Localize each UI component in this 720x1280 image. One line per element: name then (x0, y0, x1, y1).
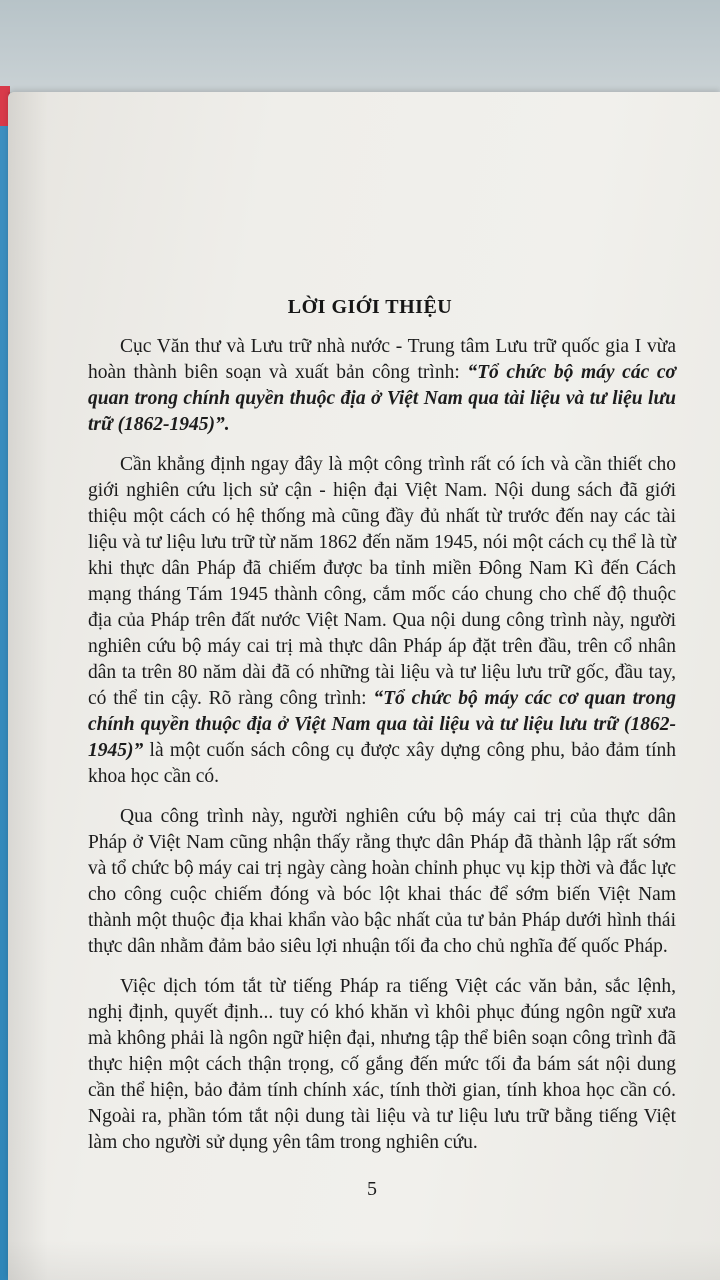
paragraph-3-text: Qua công trình này, người nghiên cứu bộ máy cai trị của thực dân Pháp ở Việt Nam cũng nhận thấy rằng thực dân Pháp đã thành lập rất sớm và tổ chức bộ máy cai trị ngày càng hoàn chỉnh phục vụ kịp thời và đắc lực cho công cuộc chiếm đóng và bóc lột khai thác để sớm biến Việt Nam thành một thuộc địa khai khẩn vào bậc nhất của tư bản Pháp dưới hình thái thực dân nhằm đảm bảo siêu lợi nhuận tối đa cho chủ nghĩa đế quốc Pháp. (88, 806, 676, 957)
paragraph-2 (88, 452, 676, 790)
work-title-emphasis: “Tổ chức bộ máy các cơ quan trong chính quyền thuộc địa ở Việt Nam qua tài liệu và tư liệu lưu trữ (1862-1945)” (88, 688, 676, 761)
paragraph-4-text: Việc dịch tóm tắt từ tiếng Pháp ra tiếng Việt các văn bản, sắc lệnh, nghị định, quyết định... tuy có khó khăn vì khôi phục đúng ngôn ngữ xưa mà không phải là ngôn ngữ hiện đại, nhưng tập thể biên soạn công trình đã thực hiện một cách thận trọng, cố gắng đến mức tối đa bám sát nội dung cần thể hiện, bảo đảm tính chính xác, tính thời gian, tính khoa học cần có. Ngoài ra, phần tóm tắt nội dung tài liệu và tư liệu lưu trữ bằng tiếng Việt làm cho người sử dụng yên tâm trong nghiên cứu. (88, 976, 676, 1153)
paragraph-2-text-a: Cần khẳng định ngay đây là một công trình rất có ích và cần thiết cho giới nghiên cứu lịch sử cận - hiện đại Việt Nam. Nội dung sách đã giới thiệu một cách có hệ thống mà cũng đầy đủ nhất từ trước đến nay các tài liệu và tư liệu lưu trữ từ năm 1862 đến năm 1945, nói một cách cụ thể là từ khi thực dân Pháp đã chiếm được ba tỉnh miền Đông Nam Kì đến Cách mạng tháng Tám 1945 thành công, cắm mốc cáo chung cho chế độ thuộc địa của Pháp trên đất nước Việt Nam. Qua nội dung công trình này, người nghiên cứu bộ máy cai trị mà thực dân Pháp áp đặt trên đầu, trên cổ nhân dân ta trên 80 năm dài đã có những tài liệu và tư liệu lưu trữ gốc, đầu tay, có thể tin cậy. Rõ ràng công trình: (88, 454, 676, 709)
page-spine-shadow (8, 92, 48, 1280)
work-title-emphasis: “Tổ chức bộ máy các cơ quan trong chính quyền thuộc địa ở Việt Nam qua tài liệu và tư liệu lưu trữ (1862-1945)”. (88, 362, 676, 435)
paragraph-1 (88, 334, 676, 438)
page-number: 5 (367, 1178, 377, 1200)
body-text (88, 334, 676, 1166)
page-bottom-shade (8, 1240, 720, 1280)
paragraph-1-text: Cục Văn thư và Lưu trữ nhà nước - Trung tâm Lưu trữ quốc gia I vừa hoàn thành biên soạn và xuất bản công trình: (88, 336, 676, 383)
paragraph-4 (88, 974, 676, 1156)
paragraph-2-text-b: là một cuốn sách công cụ được xây dựng công phu, bảo đảm tính khoa học cần có. (88, 740, 676, 787)
paragraph-3 (88, 804, 676, 960)
page-title: LỜI GIỚI THIỆU (287, 296, 453, 318)
